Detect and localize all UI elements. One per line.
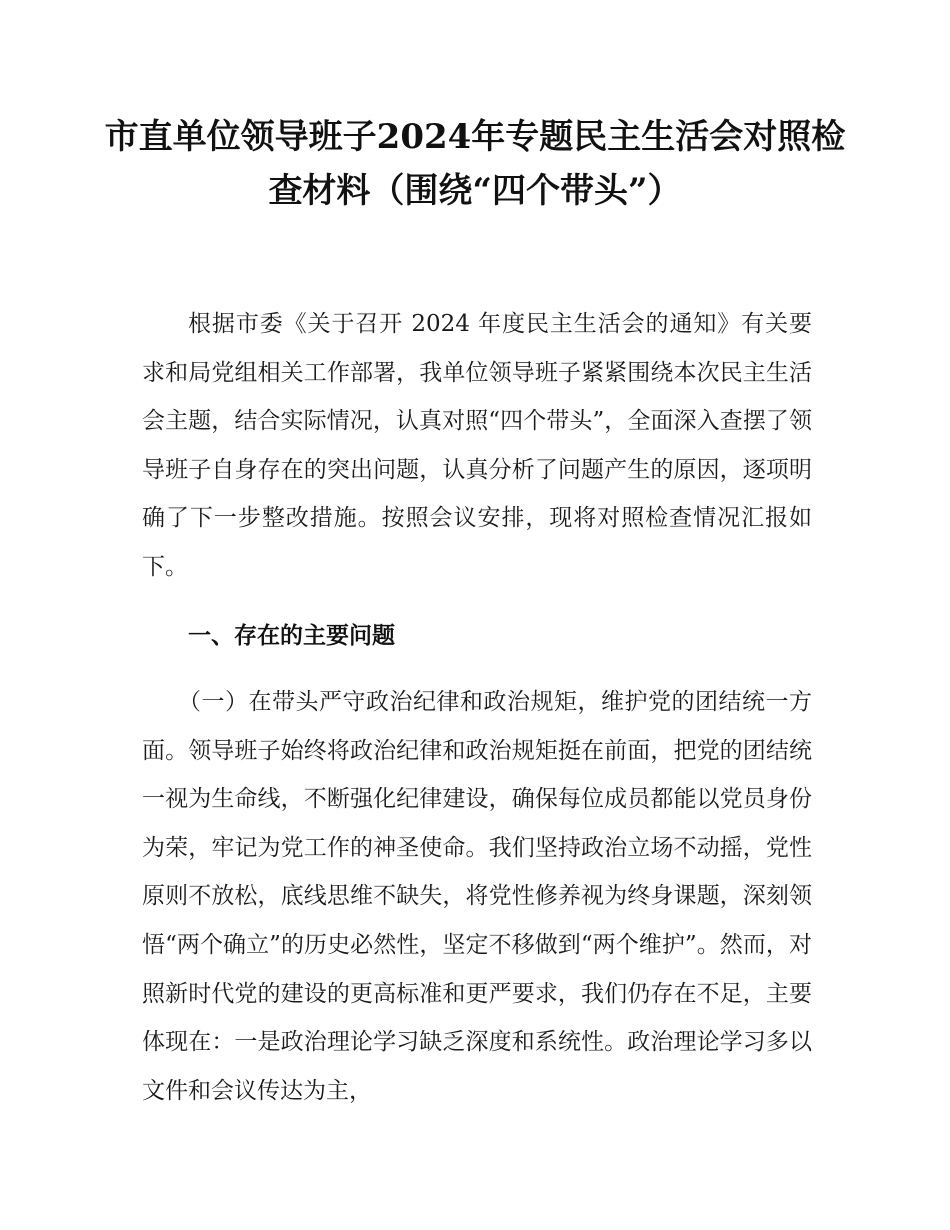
document-title: 市直单位领导班子2024年专题民主生活会对照检查材料（围绕“四个带头”） <box>104 117 846 211</box>
section-paragraph: （一）在带头严守政治纪律和政治规矩，维护党的团结统一方面。领导班子始终将政治纪律和政治规矩挺在前面，把党的团结统一视为生命线，不断强化纪律建设，确保每位成员都能以党员身份为荣，牢记为党工作的神圣使命。我们坚持政治立场不动摇，党性原则不放松，底线思维不缺失，将党性修养视为终身课题，深刻领悟“两个确立”的历史必然性，坚定不移做到“两个维护”。然而，对照新时代党的建设的更高标准和更严要求，我们仍存在不足，主要体现在：一是政治理论学习缺乏深度和系统性。政治理论学习多以文件和会议传达为主， <box>142 689 812 1104</box>
intro-paragraph: 根据市委《关于召开 2024 年度民主生活会的通知》有关要求和局党组相关工作部署，我单位领导班子紧紧围绕本次民主生活会主题，结合实际情况，认真对照“四个带头”，全面深入查摆了领导班子自身存在的突出问题，认真分析了问题产生的原因，逐项明确了下一步整改措施。按照会议安排，现将对照检查情况汇报如下。 <box>142 311 812 580</box>
section-heading: 一、存在的主要问题 <box>188 623 395 649</box>
